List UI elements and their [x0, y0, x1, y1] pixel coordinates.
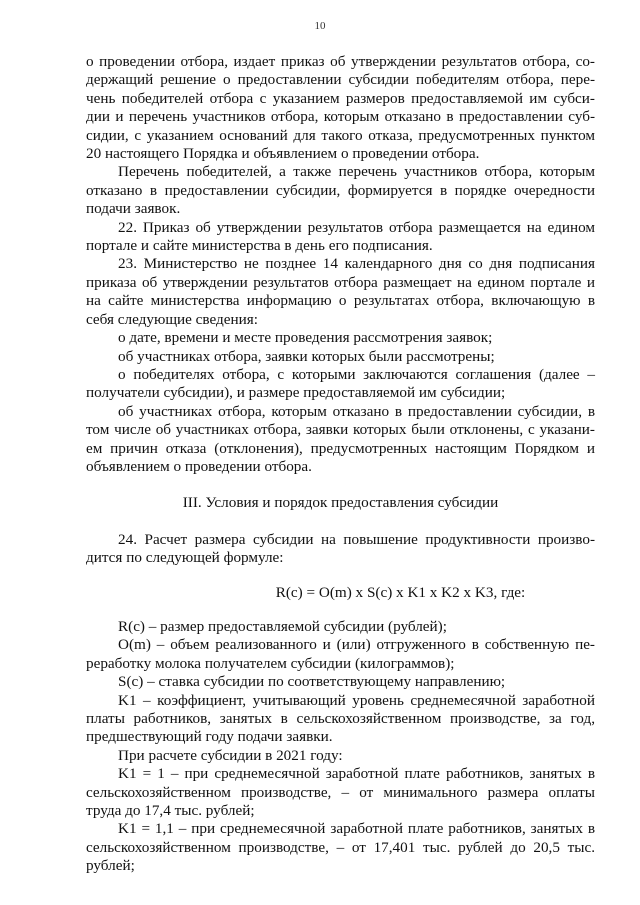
- k1-rule: K1 = 1,1 – при среднемесячной заработной плате работников, занятых в: [118, 820, 595, 838]
- text-line: платы работников, занятых в сельскохозяйственном производстве, за год,: [86, 710, 595, 727]
- text-line: 20 настоящего Порядка и объявлением о проведении отбора.: [86, 145, 480, 163]
- definition-k1: K1 – коэффициент, учитывающий уровень среднемесячной заработной: [118, 691, 595, 709]
- definition-sc: S(c) – ставка субсидии по соответствующему направлению;: [118, 673, 506, 691]
- text-line: на сайте министерства информацию о результатах отбора, включающую в: [86, 292, 595, 310]
- text-line: ем причин отказа (отклонения), предусмотренных настоящим Порядком и: [86, 439, 595, 457]
- definition-rc: R(c) – размер предоставляемой субсидии (рублей);: [118, 617, 447, 635]
- text-line: о проведении отбора, издает приказ об утверждении результатов отбора, со-: [86, 53, 595, 70]
- text-line: чень победителей отбора с указанием размеров предоставляемой им субси-: [86, 89, 595, 107]
- text-line: отказано в предоставлении субсидии, формируется в порядке очередности: [86, 181, 595, 199]
- text-line: получатели субсидии), и размере предоставляемой им субсидии;: [86, 384, 506, 402]
- list-item: об участниках отбора, которым отказано в предоставлении субсидии, в: [118, 402, 595, 420]
- clause-24: 24. Расчет размера субсидии на повышение продуктивности произво-: [118, 530, 595, 548]
- list-item: о победителях отбора, с которыми заключаются соглашения (далее –: [118, 365, 595, 383]
- text-line: реработку молока получателем субсидии (килограммов);: [86, 654, 455, 672]
- document-body: [86, 53, 595, 876]
- text-line: себя следующие сведения:: [86, 310, 258, 328]
- paragraph-start: Перечень победителей, а также перечень участников отбора, которым: [118, 163, 595, 181]
- text-line: подачи заявок.: [86, 200, 181, 218]
- clause-23: 23. Министерство не позднее 14 календарного дня со дня подписания: [118, 255, 595, 273]
- text-line: предшествующий году подачи заявки.: [86, 728, 333, 746]
- text-line: сидии, с указанием оснований для такого отказа, предусмотренных пунктом: [86, 126, 595, 144]
- list-item: о дате, времени и месте проведения рассмотрения заявок;: [118, 329, 493, 347]
- page-number: 10: [314, 20, 326, 32]
- text-line: При расчете субсидии в 2021 году:: [118, 746, 343, 764]
- k1-rule: K1 = 1 – при среднемесячной заработной плате работников, занятых в: [118, 765, 595, 783]
- text-line: рублей;: [86, 857, 135, 875]
- text-line: том числе об участниках отбора, заявки которых были отклонены, с указани-: [86, 421, 595, 439]
- section-heading: III. Условия и порядок предоставления субсидии: [182, 494, 499, 512]
- text-line: приказа об утверждении результатов отбора размещает на едином портале и: [86, 273, 595, 291]
- text-line: дии и перечень участников отбора, которым отказано в предоставлении суб-: [86, 108, 595, 126]
- definition-om: O(m) – объем реализованного и (или) отгруженного в собственную пе-: [118, 636, 595, 654]
- clause-22: 22. Приказ об утверждении результатов отбора размещается на едином: [118, 218, 595, 236]
- text-line: объявлением о проведении отбора.: [86, 457, 312, 475]
- formula: R(c) = O(m) x S(c) x K1 x K2 x K3, где:: [275, 583, 526, 601]
- text-line: труда до 17,4 тыс. рублей;: [86, 802, 255, 820]
- text-line: держащий решение о предоставлении субсидии победителям отбора, пере-: [86, 71, 595, 89]
- text-line: портале и сайте министерства в день его подписания.: [86, 237, 433, 255]
- list-item: об участниках отбора, заявки которых были рассмотрены;: [118, 347, 495, 365]
- text-line: дится по следующей формуле:: [86, 549, 284, 567]
- text-line: сельскохозяйственном производстве, – от 17,401 тыс. рублей до 20,5 тыс.: [86, 838, 595, 856]
- text-line: сельскохозяйственном производстве, – от минимального размера оплаты: [86, 783, 595, 801]
